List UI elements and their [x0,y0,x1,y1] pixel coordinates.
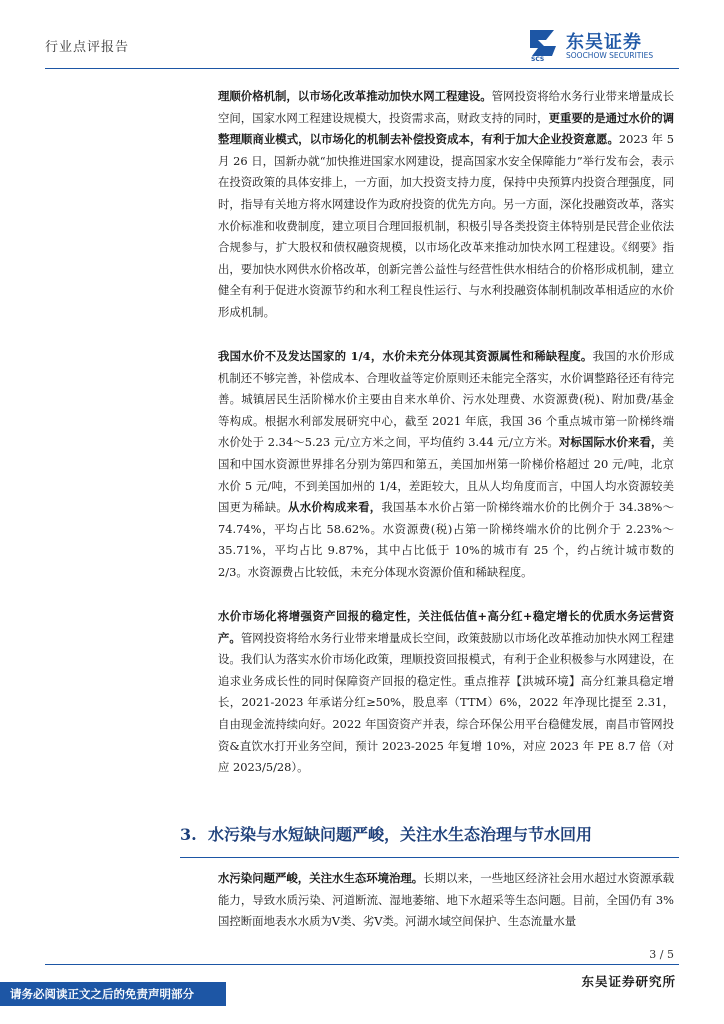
paragraph-emphasis: 更重要的是通过水价的调整理顺商业模式，以市场化的机制去补偿投资成本，有利于加大企业投资意愿。 [218,110,674,147]
company-logo [526,26,676,62]
paragraph-lead: 水价市场化将增强资产回报的稳定性，关注低估值+高分红+稳定增长的优质水务运营资产。 [218,609,674,645]
section-heading [180,822,592,845]
section-number: 3. [180,825,197,844]
logo-mark-text: SCS [531,56,545,62]
paragraph-water-price-comparison [218,346,674,584]
section-divider [180,857,679,858]
report-type-label: 行业点评报告 [45,40,130,55]
paragraph-emphasis: 从水价构成来看， [288,500,382,515]
logo-chinese-name: 东吴证券 [566,32,642,53]
paragraph-marketization [218,606,674,779]
paragraph-text: 管网投资将给水务行业带来增量成长空间，国家水网工程建设规模大，投资需求高，财政支持的同时， [218,89,674,125]
paragraph-lead: 我国水价不及发达国家的 1/4，水价未充分体现其资源属性和稀缺程度。 [218,349,593,363]
paragraph-text: 长期以来，一些地区经济社会用水超过水资源承载能力，导致水质污染、河道断流、湿地萎缩、地下水超采等生态问题。目前，全国仍有 3%国控断面地表水水质为Ⅴ类、劣Ⅴ类。河湖水域空间保护、生态流量水量 [218,871,674,929]
paragraph-text: 美国和中国水资源世界排名分别为第四和第五，美国加州第一阶梯价格超过 20 元/吨，北京水价 5 元/吨，不到美国加州的 1/4，差距较大，且从人均角度而言，中国人均水资源较美国更为稀缺。 [218,435,674,515]
paragraph-lead: 水污染问题严峻，关注水生态环境治理。 [218,871,424,885]
footer-brand: 东吴证券研究所 [581,974,676,989]
paragraph-lead: 理顺价格机制，以市场化改革推动加快水网工程建设。 [218,89,492,103]
footer-divider [45,964,679,965]
page-number: 3 / 5 [649,948,674,961]
header-divider [45,68,679,69]
paragraph-water-pollution [218,868,674,933]
paragraph-emphasis: 对标国际水价来看， [558,435,663,450]
logo-english-name: SOOCHOW SECURITIES [566,51,654,60]
paragraph-text: 2023 年 5 月 26 日，国新办就“加快推进国家水网建设，提高国家水安全保障能力”举行发布会，表示在投资政策的具体安排上，一方面，加大投资支持力度，保持中央预算内投资合理强度，同时，指导有关地方将水网建设作为政府投资的优先方向。另一方面，深化投融资改革，落实水价标准和收费制度，建立项目合理回报机制，积极引导各类投资主体特别是民营企业依法合规参与，扩大股权和债权融资规模，以市场化改革来推动加快水网工程建设。《纲要》指出，要加快水网供水价格改革，创新完善公益性与经营性供水相结合的价格形成机制，建立健全有利于促进水资源节约和水利工程良性运行、与水利投融资体制机制改革相适应的水价形成机制。 [218,132,674,319]
section-title: 水污染与水短缺问题严峻，关注水生态治理与节水回用 [208,825,593,844]
paragraph-text: 管网投资将给水务行业带来增量成长空间，政策鼓励以市场化改革推动加快水网工程建设。我们认为落实水价市场化政策，理顺投资回报模式，有利于企业积极参与水网建设，在追求业务成长性的同时保障资产回报的稳定性。重点推荐【洪城环境】高分红兼具稳定增长，2021-2023 年承诺分红≥50%，股息率（TTM）6%，2022 年净现比提至 2.31，自由现金流持续向好。2022 年国资资产并表，综合环保公用平台稳健发展，南昌市管网投资&直饮水打开业务空间，预计 2023-2025 年复增 10%，对应 2023 年 PE 8.7 倍（对应 2023/5/28）。 [218,630,674,775]
paragraph-text: 我国基本水价占第一阶梯终端水价的比例介于 34.38%～74.74%，平均占比 58.62%。水资源费(税)占第一阶梯终端水价的比例介于 2.23%～35.71%，平均占比 9.87%，其中占比低于 10%的城市有 25 个，约占统计城市数的 2/3。水资源费占比较低，未充分体现水资源价值和稀缺程度。 [218,500,674,579]
disclaimer-banner: 请务必阅读正文之后的免责声明部分 [0,982,226,1006]
paragraph-price-mechanism [218,86,674,324]
soochow-logo-icon [526,26,560,62]
paragraph-text: 我国的水价形成机制还不够完善，补偿成本、合理收益等定价原则还未能完全落实，水价调整路径还有待完善。城镇居民生活阶梯水价主要由自来水单价、污水处理费、水资源费(税)、附加费/基金等构成。根据水利部发展研究中心，截至 2021 年底，我国 36 个重点城市第一阶梯终端水价处于 2.34～5.23 元/立方米之间，平均值约 3.44 元/立方米。 [218,349,674,450]
